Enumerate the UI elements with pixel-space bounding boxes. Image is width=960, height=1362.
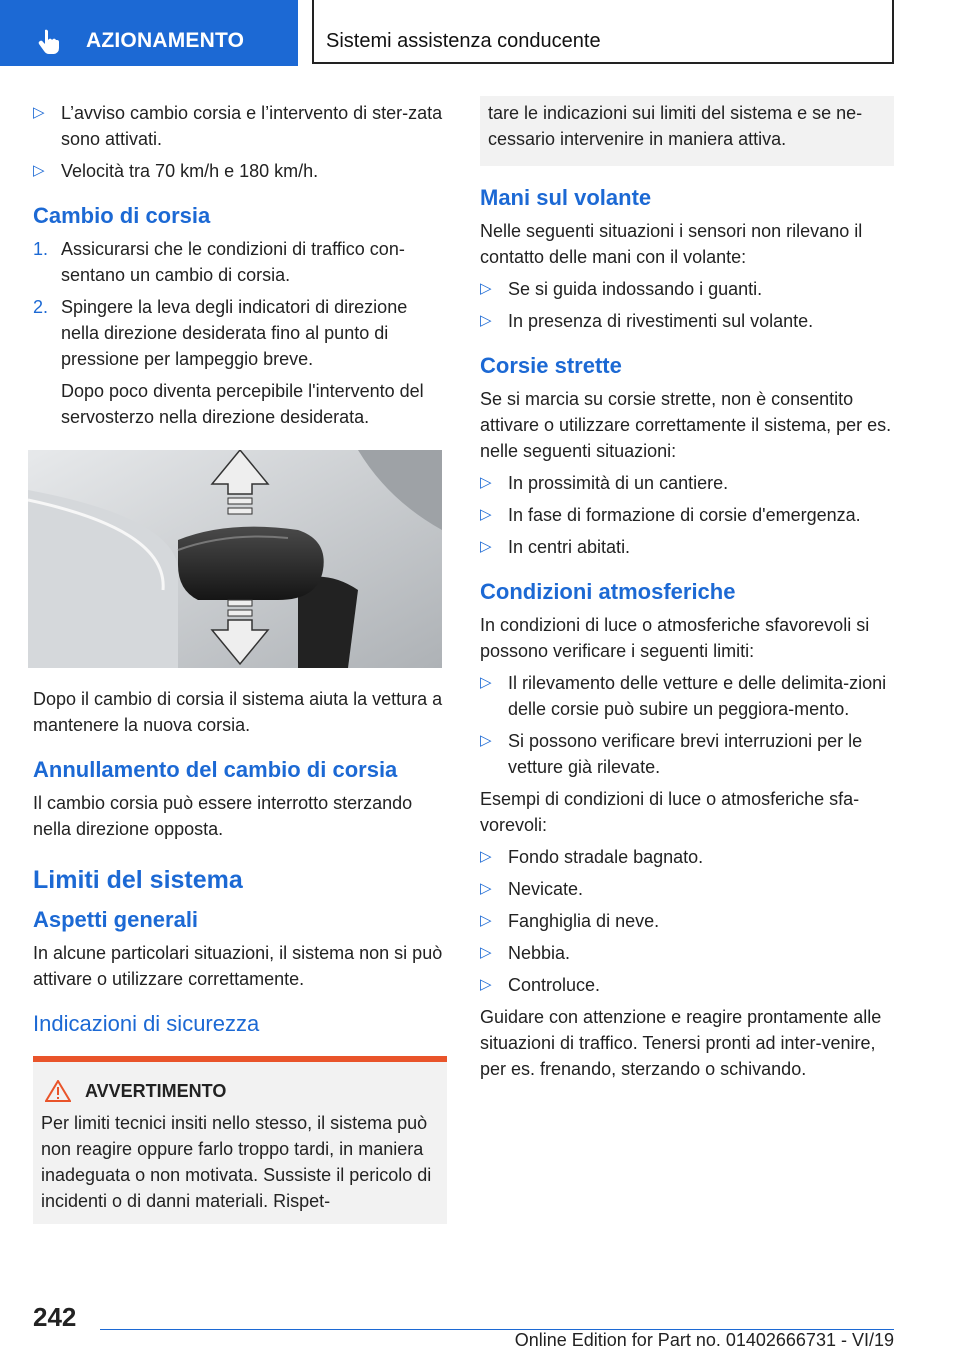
list-item: ▷ Controluce. xyxy=(480,972,894,998)
triangle-bullet-icon: ▷ xyxy=(480,674,492,691)
list-item: ▷ Velocità tra 70 km/h e 180 km/h. xyxy=(33,158,447,184)
list-item: ▷ L’avviso cambio corsia e l’intervento di ster-zata sono attivati. xyxy=(33,100,447,152)
warning-triangle-icon xyxy=(45,1080,71,1102)
triangle-bullet-icon: ▷ xyxy=(33,162,45,179)
list-item: ▷ In centri abitati. xyxy=(480,534,894,560)
list-item: ▷ Se si guida indossando i guanti. xyxy=(480,276,894,302)
list-item: ▷ In presenza di rivestimenti sul volante. xyxy=(480,308,894,334)
page-header xyxy=(0,0,960,66)
heading-indicazioni-di-sicurezza: Indicazioni di sicurezza xyxy=(33,1011,260,1036)
triangle-bullet-icon: ▷ xyxy=(480,280,492,297)
page-number: 242 xyxy=(33,1302,77,1332)
left-column xyxy=(33,100,447,1224)
triangle-bullet-icon: ▷ xyxy=(480,944,492,961)
triangle-bullet-icon: ▷ xyxy=(480,976,492,993)
right-column xyxy=(480,100,894,1088)
chapter-header xyxy=(312,0,894,64)
heading-condizioni-atmosferiche: Condizioni atmosferiche xyxy=(480,579,736,604)
list-item: ▷ Si possono verificare brevi interruzioni per le vetture già rilevate. xyxy=(480,728,894,780)
warning-text: Per limiti tecnici insiti nello stesso, il sistema può non reagire oppure farlo troppo tardi, in maniera inadeguata o non motivata. Sussiste il pericolo di incidenti o di danni materiali. Rispet- xyxy=(41,1113,432,1211)
triangle-bullet-icon: ▷ xyxy=(480,506,492,523)
turn-signal-lever-illustration xyxy=(28,450,442,668)
paragraph: In alcune particolari situazioni, il sistema non si può attivare o utilizzare correttamente. xyxy=(33,943,443,989)
triangle-bullet-icon: ▷ xyxy=(480,912,492,929)
warning-box-continuation: tare le indicazioni sui limiti del sistema e se ne-cessario intervenire in maniera attiva. xyxy=(480,96,894,166)
list-item: ▷ In prossimità di un cantiere. xyxy=(480,470,894,496)
section-tab-label: AZIONAMENTO xyxy=(86,29,245,52)
heading-aspetti-generali: Aspetti generali xyxy=(33,907,199,932)
list-item: ▷ Nebbia. xyxy=(480,940,894,966)
step-continuation: Dopo poco diventa percepibile l'intervento del servosterzo nella direzione desiderata. xyxy=(61,381,424,427)
triangle-bullet-icon: ▷ xyxy=(480,312,492,329)
heading-mani-sul-volante: Mani sul volante xyxy=(480,185,652,210)
step-item: 2. Spingere la leva degli indicatori di direzione nella direzione desiderata fino al punto di pressione per lampeggio breve. xyxy=(33,297,408,369)
heading-limiti-del-sistema: Limiti del sistema xyxy=(33,866,243,894)
triangle-bullet-icon: ▷ xyxy=(33,104,45,121)
list-item: ▷ Fondo stradale bagnato. xyxy=(480,844,894,870)
paragraph: Esempi di condizioni di luce o atmosferiche sfa-vorevoli: xyxy=(480,789,860,835)
heading-cambio-di-corsia: Cambio di corsia xyxy=(33,203,211,228)
list-item: ▷ Il rilevamento delle vetture e delle delimita-zioni delle corsie può subire un peggiora-mento. xyxy=(480,670,894,722)
hand-icon xyxy=(36,28,62,54)
triangle-bullet-icon: ▷ xyxy=(480,848,492,865)
paragraph: Dopo il cambio di corsia il sistema aiuta la vettura a mantenere la nuova corsia. xyxy=(33,689,443,735)
triangle-bullet-icon: ▷ xyxy=(480,732,492,749)
step-item: 1. Assicurarsi che le condizioni di traffico con-sentano un cambio di corsia. xyxy=(33,239,405,285)
paragraph: Nelle seguenti situazioni i sensori non rilevano il contatto delle mani con il volante: xyxy=(480,221,863,267)
paragraph: Il cambio corsia può essere interrotto sterzando nella direzione opposta. xyxy=(33,793,413,839)
heading-annullamento: Annullamento del cambio di corsia xyxy=(33,757,398,782)
list-item: ▷ In fase di formazione di corsie d'emergenza. xyxy=(480,502,894,528)
lever-illustration-svg xyxy=(28,450,442,668)
section-tab[interactable] xyxy=(0,0,298,66)
paragraph: In condizioni di luce o atmosferiche sfavorevoli si possono verificare i seguenti limiti: xyxy=(480,615,870,661)
triangle-bullet-icon: ▷ xyxy=(480,538,492,555)
heading-corsie-strette: Corsie strette xyxy=(480,353,622,378)
list-item: ▷ Fanghiglia di neve. xyxy=(480,908,894,934)
paragraph: Guidare con attenzione e reagire prontamente alle situazioni di traffico. Tenersi pronti ad inter-venire, per es. frenando, sterzando o schivando. xyxy=(480,1007,882,1079)
triangle-bullet-icon: ▷ xyxy=(480,880,492,897)
warning-box xyxy=(33,1056,447,1224)
paragraph: Se si marcia su corsie strette, non è consentito attivare o utilizzare correttamente il sistema, per es. nelle seguenti situazioni: xyxy=(480,389,892,461)
edition-text: Online Edition for Part no. 01402666731 - VI/19 xyxy=(514,1330,894,1350)
warning-title: AVVERTIMENTO xyxy=(41,1080,439,1102)
triangle-bullet-icon: ▷ xyxy=(480,474,492,491)
list-item: ▷ Nevicate. xyxy=(480,876,894,902)
chapter-title: Sistemi assistenza conducente xyxy=(326,30,601,52)
